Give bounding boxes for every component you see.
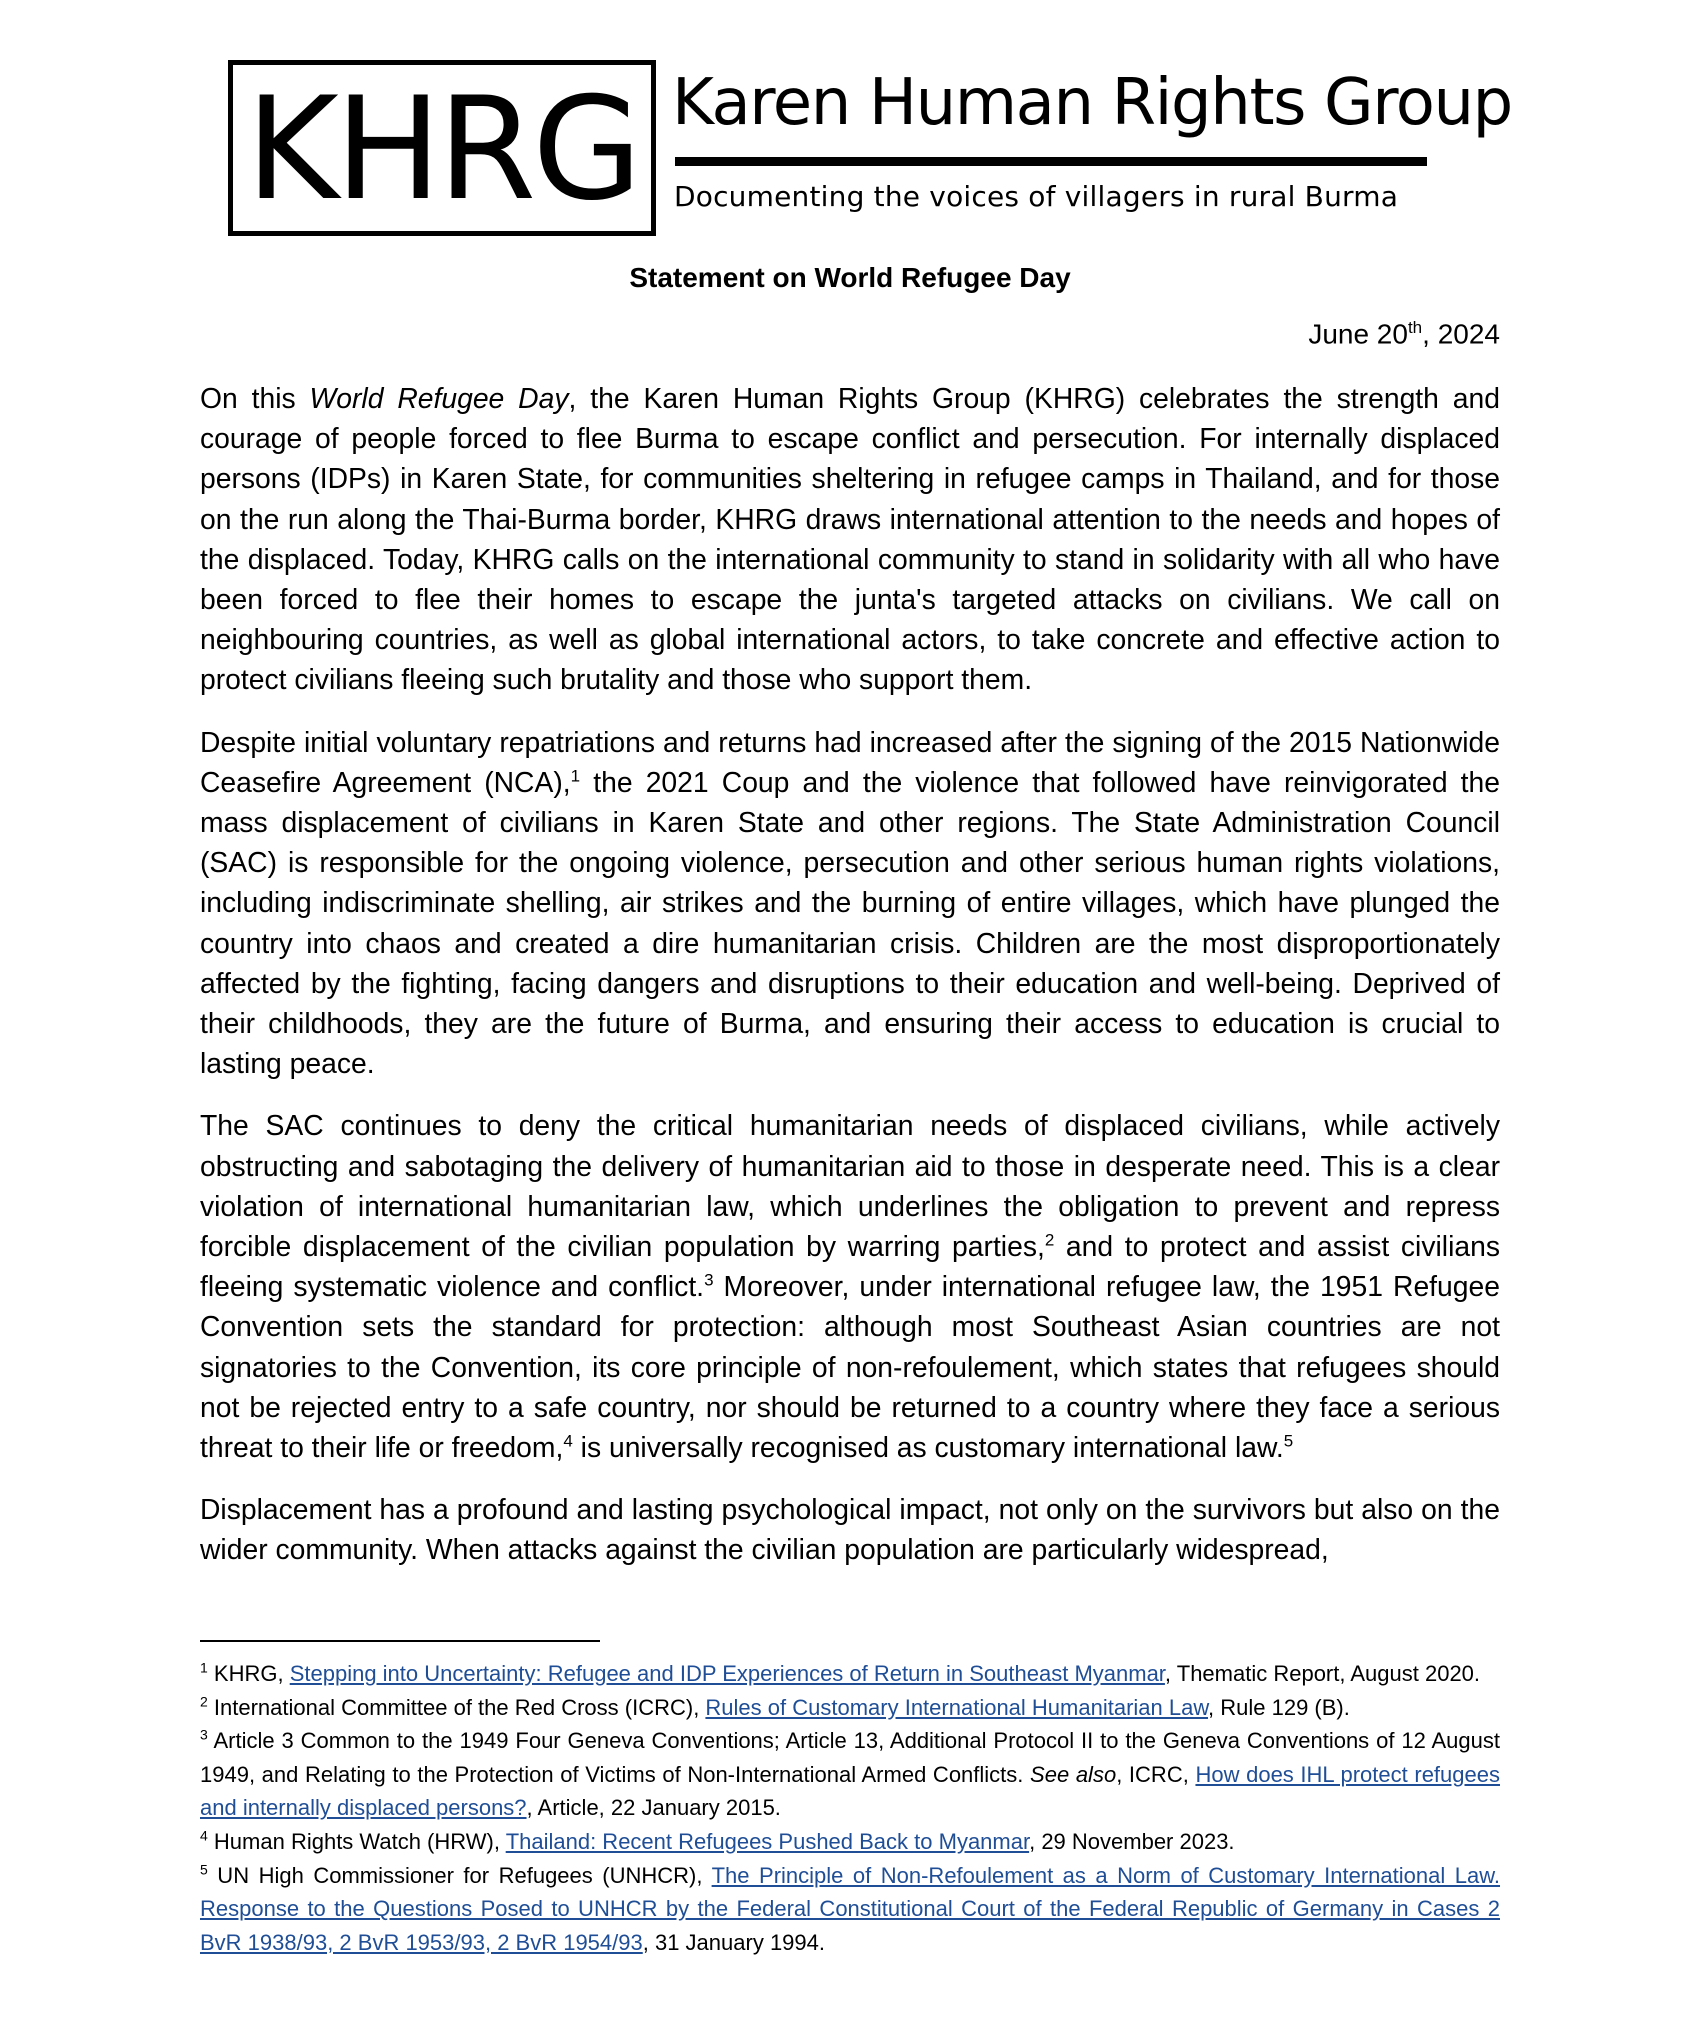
footnote-ref-1[interactable]: 1	[570, 766, 581, 786]
paragraph-2: Despite initial voluntary repatriations and returns had increased after the signing of the 2015 Nationwide Ceasefire Agreement (NCA),$^1$ the 2021 Coup and the violence that followed have reinvigorated the mass displacement of civilians in Karen State and other regions. The State Administration Council (SAC) is responsible for the ongoing violence, persecution and other serious human rights violations, including indiscriminate shelling, air strikes and the burning of entire villages, which have plunged the country into chaos and created a dire humanitarian crisis. Children are the most disproportionately affected by the fighting, facing dangers and disruptions to their education and well-being. Deprived of their childhoods, they are the future of Burma, and ensuring their access to education is crucial to lasting peace.	[200, 725, 1501, 1080]
statement-body	[200, 378, 1500, 1592]
paragraph-1: On this World Refugee Day, the Karen Human Rights Group (KHRG) celebrates the strength and courage of people forced to flee Burma to escape conflict and persecution. For internally displaced persons (IDPs) in Karen State, for communities sheltering in refugee camps in Thailand, and for those on the run along the Thai-Burma border, KHRG draws international attention to the needs and hopes of the displaced. Today, KHRG calls on the international community to stand in solidarity with all who have been forced to flee their homes to escape the junta's targeted attacks on civilians. We call on neighbouring countries, as well as global international actors, to take concrete and effective action to protect civilians fleeing such brutality and those who support them.	[200, 382, 1500, 696]
footnote-4: $^4$ Human Rights Watch (HRW), Thailand: Recent Refugees Pushed Back to Myanmar, 29 November 2023.	[200, 1827, 1235, 1854]
footnote-ref-5[interactable]: 5	[1283, 1431, 1294, 1451]
statement-date: June 20th, 2024	[1308, 318, 1500, 350]
footnote-1: $^1$ KHRG, Stepping into Uncertainty: Refugee and IDP Experiences of Return in Southeast Myanmar, Thematic Report, August 2020.	[200, 1659, 1481, 1686]
paragraph-4: Displacement has a profound and lasting psychological impact, not only on the survivors but also on the wider community. When attacks against the civilian population are particularly widespread,	[200, 1493, 1500, 1566]
footnotes	[200, 1657, 1500, 1959]
khrg-logo	[228, 60, 656, 236]
footnote-ref-3[interactable]: 3	[704, 1270, 714, 1290]
statement-title: Statement on World Refugee Day	[629, 262, 1071, 293]
organization-tagline: Documenting the voices of villagers in rural Burma	[674, 180, 1399, 213]
footnote-4-link[interactable]: Thailand: Recent Refugees Pushed Back to Myanmar	[505, 1828, 1030, 1854]
header-rule	[675, 157, 1427, 166]
footnote-5: $^5$ UN High Commissioner for Refugees (UNHCR), The Principle of Non-Refoulement as a Norm of Customary International Law. Response to the Questions Posed to UNHCR by the Federal Constitutional Court of the Federal Republic of Germany in Cases 2 BvR 1938/93, 2 BvR 1953/93, 2 BvR 1954/93, 31 January 1994.	[200, 1861, 1501, 1955]
organization-name: Karen Human Rights Group	[672, 66, 1512, 140]
footnote-5-link[interactable]: The Principle of Non-Refoulement as a Norm of Customary International Law. Response to the Questions Posed to UNHCR by the Federal Constitutional Court of the Federal Republic of Germany in Cases 2 BvR 1938/93, 2 BvR 1953/93, 2 BvR 1954/93	[200, 1862, 1501, 1955]
footnote-2-link[interactable]: Rules of Customary International Humanitarian Law	[705, 1694, 1209, 1720]
footnote-2: $^2$ International Committee of the Red Cross (ICRC), Rules of Customary International Humanitarian Law, Rule 129 (B).	[200, 1693, 1350, 1720]
footnote-3-link[interactable]: How does IHL protect refugees and internally displaced persons?	[200, 1761, 1500, 1821]
footnote-1-link[interactable]: Stepping into Uncertainty: Refugee and IDP Experiences of Return in Southeast Myanmar	[289, 1661, 1165, 1686]
footnote-3: $^3$ Article 3 Common to the 1949 Four Geneva Conventions; Article 13, Additional Protocol II to the Geneva Conventions of 12 August 1949, and Relating to the Protection of Victims of Non-International Armed Conflicts. See also, ICRC, How does IHL protect refugees and internally displaced persons?, Article, 22 January 2015.	[200, 1726, 1500, 1821]
footnote-ref-4[interactable]: 4	[563, 1431, 573, 1451]
paragraph-3: The SAC continues to deny the critical humanitarian needs of displaced civilians, while actively obstructing and sabotaging the delivery of humanitarian aid to those in desperate need. This is a clear violation of international humanitarian law, which underlines the obligation to prevent and repress forcible displacement of the civilian population by warring parties,$^2$ and to protect and assist civilians fleeing systematic violence and conflict.$^3$ Moreover, under international refugee law, the 1951 Refugee Convention sets the standard for protection: although most Southeast Asian countries are not signatories to the Convention, its core principle of non-refoulement, which states that refugees should not be rejected entry to a safe country, nor should be returned to a country where they face a serious threat to their life or freedom,$^4$ is universally recognised as customary international law.$^5$	[200, 1109, 1500, 1464]
footnote-separator	[200, 1640, 600, 1642]
footnote-ref-2[interactable]: 2	[1044, 1230, 1055, 1250]
logo-text: KHRG	[245, 67, 639, 232]
